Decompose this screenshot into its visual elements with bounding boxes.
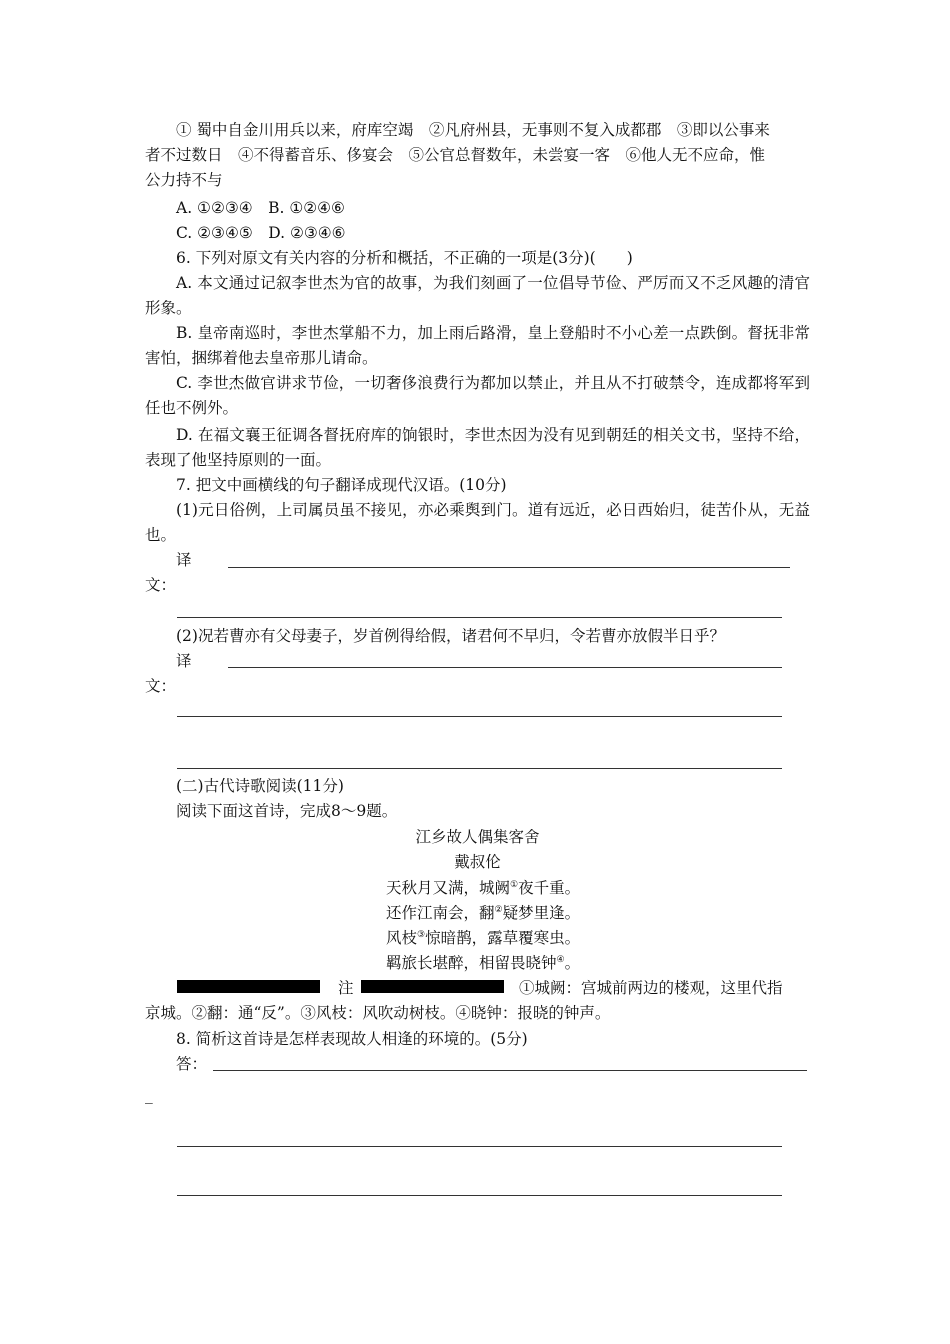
- poem-line-3-b: 惊暗鹊，露草覆寒虫。: [425, 929, 581, 947]
- poem-line-2: [386, 901, 580, 926]
- footnote-marker: ①: [510, 879, 519, 890]
- answer-line[interactable]: [228, 567, 790, 568]
- poem-author: 戴叔伦: [454, 853, 501, 871]
- notes-line-1: ①城阙：宫城前两边的楼观，这里代指: [519, 979, 783, 997]
- q8-stem: 8. 简析这首诗是怎样表现故人相逢的环境的。(5分): [176, 1030, 528, 1048]
- answer-line[interactable]: [177, 1146, 782, 1147]
- answer-line[interactable]: [228, 667, 782, 668]
- poem-line-1: [386, 876, 580, 901]
- poem-title: 江乡故人偶集客舍: [415, 828, 540, 846]
- note-decoration-bar-left: [177, 980, 320, 993]
- note-decoration-bar-right: [361, 980, 504, 993]
- q5-reasons-line-1: ① 蜀中自金川用兵以来，府库空竭 ②凡府州县，无事则不复入成都郡 ③即以公事来: [176, 121, 770, 139]
- stray-underscore: _: [145, 1086, 153, 1104]
- footnote-marker: ④: [556, 954, 565, 965]
- q5-reasons-line-2: 者不过数日 ④不得蓄音乐、侈宴会 ⑤公官总督数年，未尝宴一客 ⑥他人无不应命，惟: [145, 146, 766, 164]
- q7-sentence-2: (2)况若曹亦有父母妻子，岁首例得给假，诸君何不早归，令若曹亦放假半日乎？: [176, 627, 725, 645]
- q6-option-c: C. 李世杰做官讲求节俭，一切奢侈浪费行为都加以禁止，并且从不打破禁令，连成都将军到任也不例外。: [145, 374, 810, 417]
- footnote-marker: ③: [417, 929, 426, 940]
- q7-answer-label-2: 译文：: [145, 652, 192, 695]
- poem-line-2-a: 还作江南会，翻: [386, 904, 495, 922]
- notes-label: 注: [338, 979, 354, 997]
- section-2-heading: (二)古代诗歌阅读(11分): [176, 777, 344, 795]
- answer-line[interactable]: [177, 617, 782, 618]
- answer-line[interactable]: [177, 716, 782, 717]
- poem-line-4-b: 。: [564, 954, 581, 972]
- answer-line[interactable]: [177, 1195, 782, 1196]
- poem-line-1-b: 夜千重。: [518, 879, 581, 897]
- poem-line-1-a: 天秋月又满，城阙: [386, 879, 511, 897]
- q6-option-a: A. 本文通过记叙李世杰为官的故事，为我们刻画了一位倡导节俭、严厉而又不乏风趣的清官形象。: [145, 274, 810, 317]
- q6-stem: 6. 下列对原文有关内容的分析和概括，不正确的一项是(3分)( ): [176, 249, 633, 267]
- poem-line-4: [386, 951, 580, 976]
- q7-answer-label-1: 译文：: [145, 551, 192, 594]
- q5-options-cd: C. ②③④⑤ D. ②③④⑥: [176, 224, 346, 242]
- poem-line-2-b: 疑梦里逢。: [502, 904, 581, 922]
- q7-stem: 7. 把文中画横线的句子翻译成现代汉语。(10分): [176, 476, 507, 494]
- q6-option-b: B. 皇帝南巡时，李世杰掌船不力，加上雨后路滑，皇上登船时不小心差一点跌倒。督抚非常害怕，捆绑着他去皇帝那儿请命。: [145, 324, 810, 367]
- q6-option-d: D. 在福文襄王征调各督抚府库的饷银时，李世杰因为没有见到朝廷的相关文书，坚持不给，表现了他坚持原则的一面。: [145, 426, 810, 469]
- answer-line[interactable]: [177, 768, 782, 769]
- poem-line-3-a: 风枝: [386, 929, 418, 947]
- footnote-marker: ②: [494, 904, 503, 915]
- poem-line-4-a: 羁旅长堪醉，相留畏晓钟: [386, 954, 557, 972]
- notes-line-2: 京城。②翻：通“反”。③风枝：风吹动树枝。④晓钟：报晓的钟声。: [145, 1004, 611, 1022]
- section-2-instruction: 阅读下面这首诗，完成8～9题。: [176, 802, 398, 820]
- q5-reasons-line-3: 公力持不与: [145, 171, 223, 189]
- poem-line-3: [386, 926, 580, 951]
- answer-line[interactable]: [213, 1070, 807, 1071]
- q8-answer-label: 答：: [176, 1055, 208, 1073]
- q7-sentence-1: (1)元日俗例，上司属员虽不接见，亦必乘舆到门。道有远近，必日西始归，徒苦仆从，无益也。: [145, 501, 810, 544]
- q5-options-ab: A. ①②③④ B. ①②④⑥: [176, 199, 345, 217]
